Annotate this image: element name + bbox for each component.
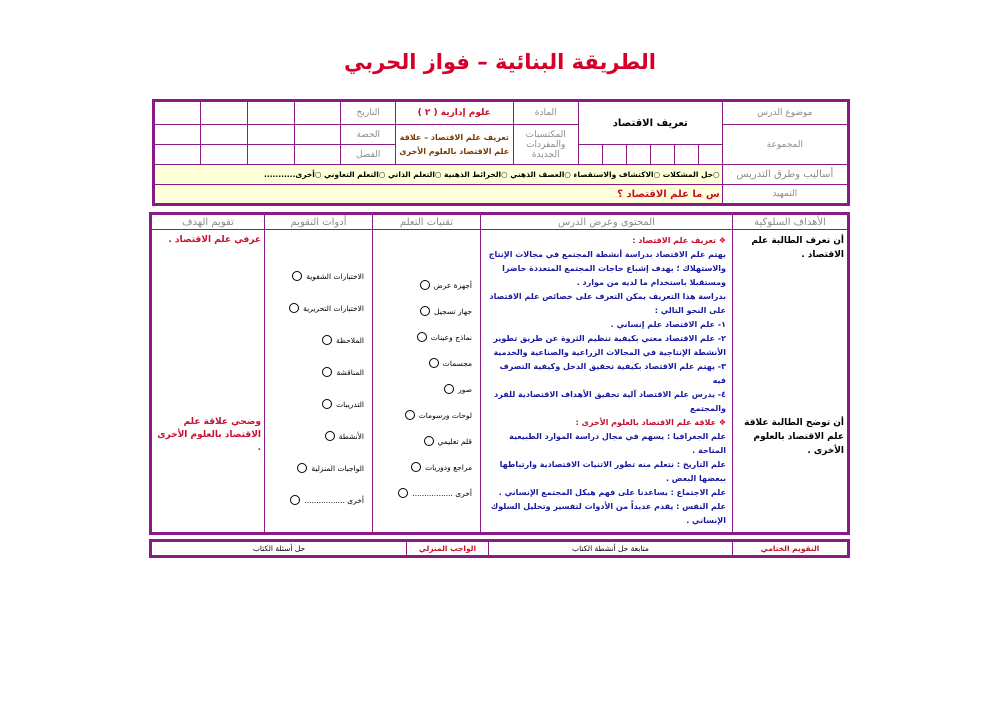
- group-cell: [578, 145, 602, 165]
- content-line: علم التاريخ : نتعلم منه تطور الاتنيات الاقتصادية وارتباطها ببعضها البعض .: [499, 460, 726, 483]
- radio-circle-icon[interactable]: [411, 462, 421, 472]
- tool-item: [273, 484, 364, 516]
- final-assessment-label: التقويم الختامي: [733, 541, 849, 557]
- objective-item: أن توضح الطالبة علاقة علم الاقتصاد بالعلوم الأخرى .: [744, 418, 844, 456]
- class-cell: [294, 145, 341, 165]
- homework-value: حل أسئلة الكتاب: [151, 541, 407, 557]
- group-cell: [602, 145, 626, 165]
- content-line: بدراسة هذا التعريف يمكن التعرف على خصائص علم الاقتصاد على النحو التالي :: [489, 292, 726, 315]
- technique-label: نماذج وعينات: [430, 332, 472, 342]
- technique-label: لوحات ورسومات: [418, 410, 472, 420]
- vocab-value: تعريف علم الاقتصاد – علاقة علم الاقتصاد بالعلوم الأخرى: [395, 125, 513, 165]
- radio-circle-icon[interactable]: [417, 332, 427, 342]
- technique-item: [381, 298, 472, 324]
- tool-label: التدريبات: [336, 399, 364, 409]
- group-cell: [626, 145, 650, 165]
- period-label: الحصة: [341, 125, 395, 145]
- tool-item: [273, 260, 364, 292]
- radio-circle-icon[interactable]: [398, 488, 408, 498]
- technique-label: مراجع ودوريات: [425, 462, 472, 472]
- tools-header: أدوات التقويم: [265, 214, 373, 230]
- radio-circle-icon[interactable]: [424, 436, 434, 446]
- assessment-item: وضحي علاقة علم الاقتصاد بالعلوم الأخرى .: [157, 417, 261, 453]
- content-line: ٤- يدرس علم الاقتصاد آلية تحقيق الأهداف الاقتصادية للفرد والمجتمع: [494, 390, 726, 413]
- footer-table: [149, 539, 850, 558]
- technique-item: [381, 480, 472, 506]
- date-cell: [154, 101, 201, 125]
- tool-item: [273, 356, 364, 388]
- assessment-item: عرفي علم الاقتصاد .: [168, 235, 261, 245]
- assessment-cell: [151, 230, 265, 534]
- vocab-label: المكتسبات والمفردات الجديدة: [513, 125, 578, 165]
- content-line: ٢- علم الاقتصاد معني بكيفية تنظيم الثروة عن طريق تطوير الأنشطة الإنتاجية في المجالات الزراعية والصناعية والخدمية: [493, 334, 726, 357]
- tool-item: [273, 324, 364, 356]
- techniques-header: تقنيات التعلم: [373, 214, 481, 230]
- date-cell: [200, 101, 247, 125]
- period-cell: [154, 125, 201, 145]
- date-cell: [247, 101, 294, 125]
- content-line: ١- علم الاقتصاد علم إنساني .: [610, 320, 726, 329]
- content-line: ٣- يهتم علم الاقتصاد بكيفية تحقيق الدخل وكيفية التصرف فيه: [499, 362, 726, 385]
- tool-label: الاختبارات التحريرية: [303, 303, 364, 313]
- content-heading: ❖ علاقة علم الاقتصاد بالعلوم الأخرى :: [575, 418, 726, 427]
- page-title: الطريقة البنائية – فواز الحربي: [343, 50, 656, 74]
- methods-value: ○حل المشكلات ○الاكتشاف والاستقصاء ○العصف الذهني ○الخرائط الذهنية ○التعلم الذاتي ○التعلم التعاوني ○أخرى...........: [154, 165, 723, 185]
- tool-label: الملاحظة: [336, 335, 364, 345]
- class-cell: [247, 145, 294, 165]
- period-cell: [247, 125, 294, 145]
- technique-item: [381, 350, 472, 376]
- tool-item: [273, 388, 364, 420]
- subject-value: علوم إدارية ( ٢ ): [395, 101, 513, 125]
- tool-label: الواجبات المنزلية: [311, 463, 364, 473]
- radio-circle-icon[interactable]: [289, 303, 299, 313]
- radio-circle-icon[interactable]: [290, 495, 300, 505]
- group-cell: [674, 145, 698, 165]
- objectives-cell: [733, 230, 849, 534]
- content-heading: ❖ تعريف علم الاقتصاد :: [632, 236, 726, 245]
- technique-label: مجسمات: [442, 358, 472, 368]
- technique-item: [381, 402, 472, 428]
- radio-circle-icon[interactable]: [322, 335, 332, 345]
- period-cell: [294, 125, 341, 145]
- class-cell: [200, 145, 247, 165]
- radio-circle-icon[interactable]: [292, 271, 302, 281]
- radio-circle-icon[interactable]: [429, 358, 439, 368]
- tool-label: المناقشة: [336, 367, 364, 377]
- header-table: [152, 99, 850, 206]
- radio-circle-icon[interactable]: [420, 280, 430, 290]
- technique-label: جهاز تسجيل: [434, 306, 472, 316]
- lesson-plan-sheet: [152, 99, 850, 558]
- technique-label: قلم تعليمي: [437, 436, 472, 446]
- tool-item: [273, 420, 364, 452]
- technique-item: [381, 324, 472, 350]
- lesson-topic-label: موضوع الدرس: [722, 101, 848, 125]
- technique-item: [381, 428, 472, 454]
- content-line: علم الاجتماع : يساعدنا على فهم هيكل المجتمع الإنساني .: [498, 488, 726, 497]
- period-cell: [200, 125, 247, 145]
- technique-label: صور: [458, 384, 472, 394]
- technique-label: أخرى .................: [412, 488, 472, 498]
- tool-label: الاختبارات الشفوية: [306, 271, 364, 281]
- homework-label: الواجب المنزلي: [407, 541, 489, 557]
- radio-circle-icon[interactable]: [444, 384, 454, 394]
- radio-circle-icon[interactable]: [322, 399, 332, 409]
- intro-label: التمهيد: [722, 185, 848, 205]
- content-cell: [481, 230, 733, 534]
- tools-cell: [265, 230, 373, 534]
- tool-item: [273, 292, 364, 324]
- radio-circle-icon[interactable]: [325, 431, 335, 441]
- technique-item: [381, 272, 472, 298]
- technique-item: [381, 376, 472, 402]
- tool-item: [273, 452, 364, 484]
- radio-circle-icon[interactable]: [322, 367, 332, 377]
- radio-circle-icon[interactable]: [297, 463, 307, 473]
- technique-label: أجهزة عرض: [433, 280, 472, 290]
- techniques-cell: [373, 230, 481, 534]
- content-header: المحتوى وعرض الدرس: [481, 214, 733, 230]
- radio-circle-icon[interactable]: [420, 306, 430, 316]
- final-assessment-value: متابعة حل أنشطة الكتاب: [489, 541, 733, 557]
- date-label: التاريخ: [341, 101, 395, 125]
- objective-item: أن تعرف الطالبة علم الاقتصاد .: [751, 236, 844, 260]
- group-cell: [650, 145, 674, 165]
- objectives-header: الأهداف السلوكية: [733, 214, 849, 230]
- group-cell: [698, 145, 722, 165]
- lesson-topic-value: تعريف الاقتصاد: [578, 101, 722, 145]
- subject-label: المادة: [513, 101, 578, 125]
- tool-label: الأنشطة: [338, 431, 364, 441]
- assessment-header: تقويم الهدف: [151, 214, 265, 230]
- technique-item: [381, 454, 472, 480]
- methods-label: أساليب وطرق التدريس: [722, 165, 848, 185]
- class-cell: [154, 145, 201, 165]
- content-line: علم النفس : يقدم عديداً من الأدوات لتفسير وتحليل السلوك الإنساني .: [490, 502, 726, 525]
- tool-label: أخرى .................: [304, 495, 364, 505]
- content-line: علم الجغرافيا : يسهم في مجال دراسة الموارد الطبيعية المتاحة .: [509, 432, 726, 455]
- class-label: الفصل: [341, 145, 395, 165]
- date-cell: [294, 101, 341, 125]
- radio-circle-icon[interactable]: [405, 410, 415, 420]
- group-label: المجموعة: [722, 125, 848, 165]
- intro-value: س ما علم الاقتصاد ؟: [154, 185, 723, 205]
- content-line: يهتم علم الاقتصاد بدراسة أنشطة المجتمع في مجالات الإنتاج والاستهلاك ؛ بهدف إشباع حاجات المجتمع المتعددة حاضرا ومستقبلا باستخدام ما لديه من موارد .: [488, 250, 726, 287]
- lesson-body-table: [149, 212, 850, 535]
